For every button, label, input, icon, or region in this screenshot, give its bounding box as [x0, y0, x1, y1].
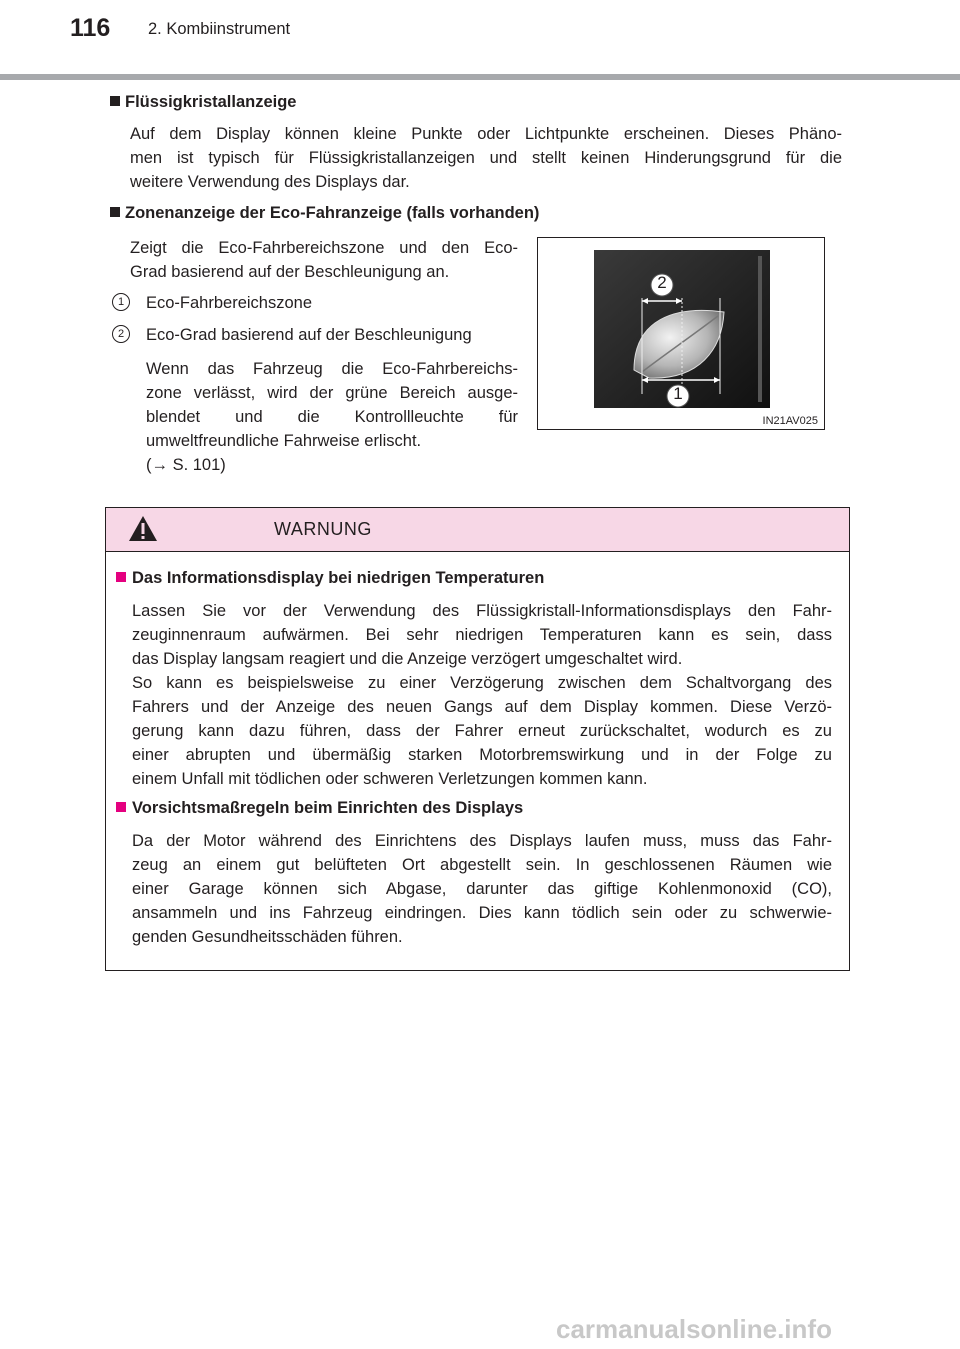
square-bullet-icon: [116, 802, 126, 812]
display-screen: [594, 250, 770, 408]
warning-triangle-icon: [128, 515, 158, 542]
footer-watermark: carmanualsonline.info: [556, 1314, 832, 1344]
chapter-title: 2. Kombiinstrument: [148, 20, 291, 38]
warning-header: [106, 508, 849, 552]
warning-title: WARNUNG: [274, 519, 372, 539]
page-number: 116: [70, 14, 111, 42]
warning-box: [105, 507, 850, 971]
header-rule: [0, 74, 960, 80]
item-number-2: 2: [112, 325, 130, 343]
item-text-2: Eco-Grad basierend auf der Beschleunigung: [146, 326, 472, 344]
square-bullet-icon: [110, 96, 120, 106]
callout-1: 1: [673, 384, 683, 403]
square-bullet-icon: [110, 207, 120, 217]
section-heading-lcd: Flüssigkristallanzeige: [110, 93, 296, 112]
eco-indicator-figure: [537, 237, 825, 430]
section-text-lcd: Auf dem Display können kleine Punkte oder Lichtpunkte erscheinen. Dieses Phäno- men ist typisch für Flüssigkristallanzeigen und stellt keinen Hinderungsgrund für die weitere Verwendung des Displays dar.: [130, 125, 842, 191]
callout-2: 2: [657, 273, 667, 292]
warning-text-low-temp: Lassen Sie vor der Verwendung des Flüssigkristall-Informationsdisplays den Fahr- zeuginnenraum aufwärmen. Bei sehr niedrigen Temperaturen kann es sein, dass das Display langsam reagiert und die Anzeige verzögert umgeschaltet wird. So kann es beispielsweise zu einer Verzögerung zwischen dem Schaltvorgang des Fahrers und der Anzeige des neuen Gangs auf dem Display kommen. Diese Verzö- gerung kann dazu führen, dass der Fahrer erneut zurückschaltet, wodurch es zu einer abrupten und übermäßig starken Motorbremswirkung und in der Folge zu einem Unfall mit tödlichen oder schweren Verletzungen kommen kann.: [132, 602, 832, 788]
warning-heading-setup: Vorsichtsmaßregeln beim Einrichten des Displays: [116, 799, 523, 818]
item-number-1: 1: [112, 293, 130, 311]
eco-intro-text: Zeigt die Eco-Fahrbereichszone und den Eco- Grad basierend auf der Beschleunigung an.: [130, 239, 518, 281]
warning-text-setup: Da der Motor während des Einrichtens des Displays laufen muss, muss das Fahr- zeug an einem gut belüfteten Ort abgestellt sein. In geschlossenen Räumen wie einer Garage können sich Abgase, darunter das giftige Kohlenmonoxid (CO), ansammeln und ins Fahrzeug eindringen. Dies kann tödlich sein oder zu schwerwie- genden Gesundheitsschäden führen.: [132, 832, 832, 946]
square-bullet-icon: [116, 572, 126, 582]
figure-code: IN21AV025: [762, 415, 818, 427]
warning-heading-low-temp: Das Informationsdisplay bei niedrigen Temperaturen: [116, 569, 544, 588]
section-heading-eco-zone: Zonenanzeige der Eco-Fahranzeige (falls vorhanden): [110, 204, 539, 223]
item-text-1: Eco-Fahrbereichszone: [146, 294, 312, 312]
eco-note-text: Wenn das Fahrzeug die Eco-Fahrbereichs- zone verlässt, wird der grüne Bereich ausge- blendet und die Kontrollleuchte für umweltfreundliche Fahrweise erlischt. (→ S. 101): [146, 360, 518, 474]
